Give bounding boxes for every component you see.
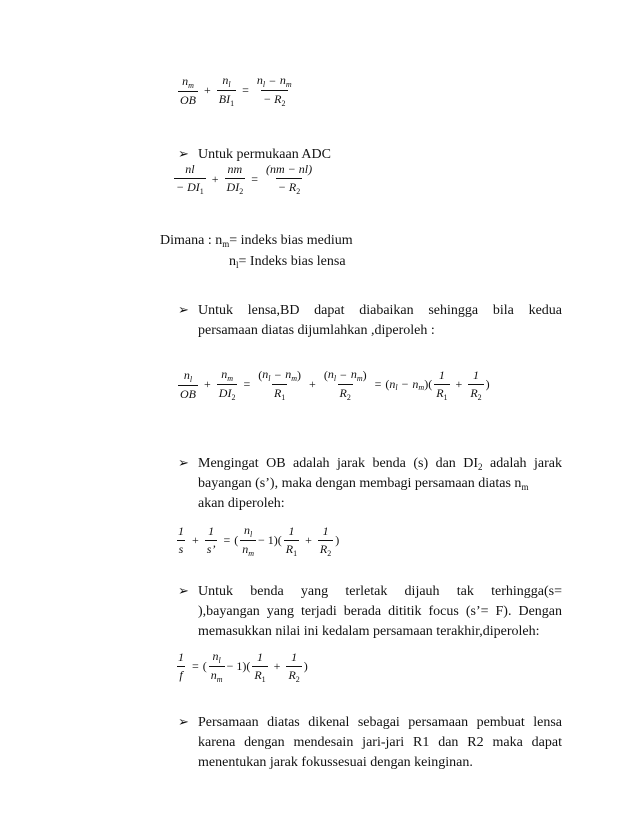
bullet-1-text: Untuk permukaan ADC (198, 147, 331, 162)
bullet-5-icon: ➢ (178, 714, 189, 729)
bullet-2-line2: persamaan diatas dijumlahkan ,diperoleh : (198, 323, 435, 338)
equation-4: $\frac{1}{s}$ + $\frac{1}{s’}$ = ( $\frac{n_l}{n_m}$ − 1)( $\frac{1}{R_1}$ + $\frac{1}{R_2}$ ) (178, 523, 340, 558)
eq2-rhs: $\frac{(nm - nl)}{- R_2}$ (266, 162, 313, 196)
eq2-term2: $\frac{nm}{DI_2}$ (226, 162, 244, 196)
bullet-5-line2: karena dengan mendesain jari-jari R1 dan R2 maka dapat (198, 735, 562, 750)
bullet-5-line1: Persamaan diatas dikenal sebagai persamaan pembuat lensa (198, 715, 562, 730)
bullet-2-icon: ➢ (178, 302, 189, 317)
bullet-4-icon: ➢ (178, 583, 189, 598)
bullet-3-icon: ➢ (178, 455, 189, 470)
eq1-term2: $\frac{n_l}{BI_1}$ (218, 73, 235, 108)
equation-1: $\frac{n_m}{OB}$ + $\frac{n_l}{BI_1}$ = $\frac{n_l - n_m}{- R_2}$ (180, 73, 292, 108)
eq1-term1: $\frac{n_m}{OB}$ (180, 73, 196, 107)
bullet-5-line3: menentukan jarak fokussesuai dengan keinginan. (198, 755, 473, 770)
bullet-3-line2: bayangan (s’), maka dengan membagi persamaan diatas $n_m$ (198, 476, 529, 492)
bullet-4-line1: Untuk benda yang terletak dijauh tak terhingga(s= (198, 584, 562, 599)
bullet-3-line3: akan diperoleh: (198, 496, 285, 511)
eq2-term1: $\frac{nl}{- DI_1}$ (176, 162, 204, 196)
equation-3: $\frac{n_l}{OB}$ + $\frac{n_m}{DI_2}$ = $\frac{(n_l - n_m)}{R_1}$ + $\frac{(n_l - n_m)}{R_2}$ = ( n l − n m ) ( $\frac{1}{R_1}$ + $\frac{1}{R_2}$ ) (180, 367, 490, 402)
definition-nl: $n_l=$ Indeks bias lensa (229, 254, 346, 270)
bullet-2-line1: Untuk lensa,BD dapat diabaikan sehingga bila kedua (198, 303, 562, 318)
eq1-rhs: $\frac{n_l - n_m}{- R_2}$ (256, 73, 292, 108)
equation-5: $\frac{1}{f}$ = ( $\frac{n_l}{n_m}$ − 1)( $\frac{1}{R_1}$ + $\frac{1}{R_2}$ ) (178, 649, 308, 684)
definition-nm: Dimana : $n_m=$ indeks bias medium (160, 233, 353, 249)
bullet-3-line1: Mengingat OB adalah jarak benda (s) dan $DI_2$ adalah jarak (198, 456, 562, 472)
bullet-4-line2: ),bayangan yang terjadi berada dititik focus (s’= F). Dengan (198, 604, 562, 619)
bullet-4-line3: memasukkan nilai ini kedalam persamaan terakhir,diperoleh: (198, 624, 540, 639)
equation-2: $\frac{nl}{- DI_1}$ + $\frac{nm}{DI_2}$ = $\frac{(nm - nl)}{- R_2}$ (176, 162, 313, 196)
bullet-1-icon: ➢ (178, 146, 189, 161)
